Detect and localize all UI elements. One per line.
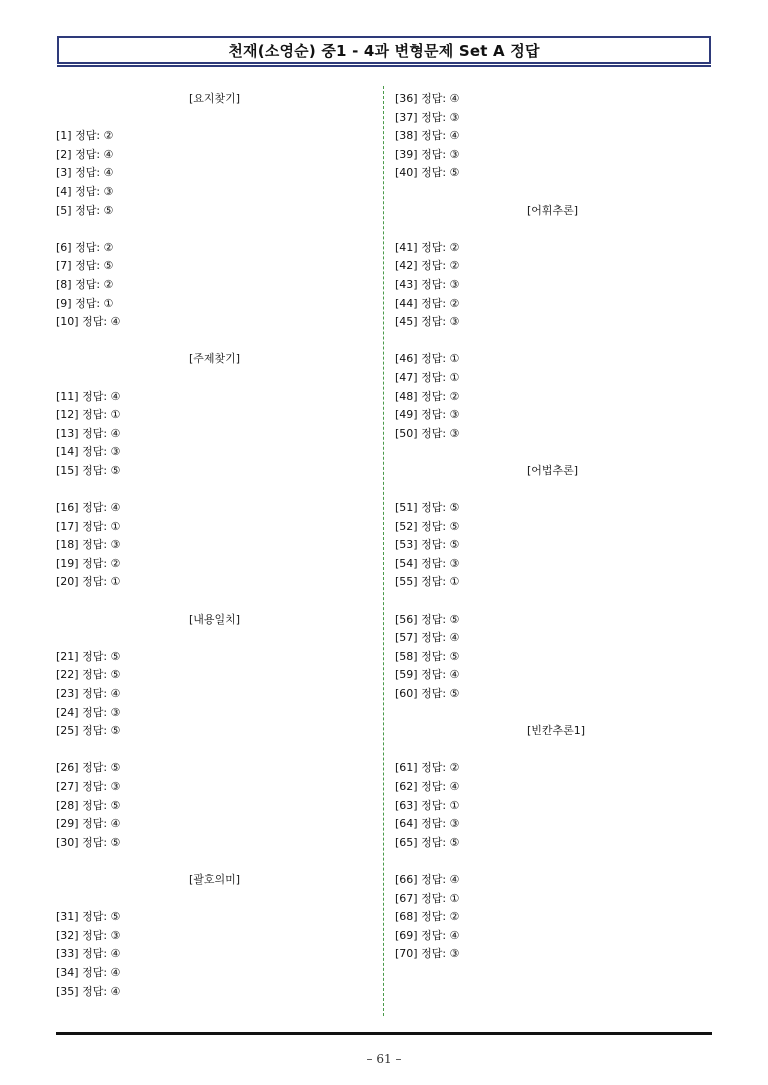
column-divider: [383, 86, 384, 1016]
answer-line: [68] 정답: ②: [395, 910, 460, 924]
answer-line: [14] 정답: ③: [56, 445, 121, 459]
answer-line: [20] 정답: ①: [56, 575, 121, 589]
answer-line: [62] 정답: ④: [395, 779, 460, 793]
answer-line: [39] 정답: ③: [395, 147, 460, 161]
answer-line: [21] 정답: ⑤: [56, 649, 121, 663]
answer-line: [12] 정답: ①: [56, 408, 121, 422]
answer-line: [61] 정답: ②: [395, 761, 460, 775]
answer-line: [1] 정답: ②: [56, 129, 114, 143]
spacer: [56, 592, 386, 611]
answer-line: [44] 정답: ②: [395, 296, 460, 310]
spacer: [56, 369, 386, 388]
spacer: [395, 220, 725, 239]
answer-line: [50] 정답: ③: [395, 426, 460, 440]
section-heading: [내용일치]: [189, 612, 241, 626]
answer-line: [30] 정답: ⑤: [56, 835, 121, 849]
section-heading: [요지찾기]: [189, 92, 241, 105]
spacer: [395, 443, 725, 462]
spacer: [56, 332, 386, 351]
answer-line: [41] 정답: ②: [395, 240, 460, 254]
answer-line: [52] 정답: ⑤: [395, 519, 460, 533]
answer-line: [40] 정답: ⑤: [395, 166, 460, 180]
answer-line: [25] 정답: ⑤: [56, 724, 121, 738]
answer-line: [9] 정답: ①: [56, 296, 114, 310]
answer-line: [46] 정답: ①: [395, 352, 460, 366]
answer-line: [11] 정답: ④: [56, 389, 121, 403]
answer-line: [28] 정답: ⑤: [56, 798, 121, 812]
section-heading: [괄호의미]: [189, 872, 241, 886]
answer-line: [45] 정답: ③: [395, 315, 460, 329]
answer-line: [65] 정답: ⑤: [395, 835, 460, 849]
answer-line: [2] 정답: ④: [56, 147, 114, 161]
spacer: [395, 480, 725, 499]
spacer: [56, 741, 386, 760]
answer-line: [24] 정답: ③: [56, 705, 121, 719]
answer-line: [53] 정답: ⑤: [395, 538, 460, 552]
answer-line: [13] 정답: ④: [56, 426, 121, 440]
answer-line: [63] 정답: ①: [395, 798, 460, 812]
page-number: – 61 –: [366, 1052, 402, 1066]
answer-line: [35] 정답: ④: [56, 984, 121, 998]
answer-line: [54] 정답: ③: [395, 556, 460, 570]
answer-line: [43] 정답: ③: [395, 277, 460, 291]
section-heading: [주제찾기]: [189, 352, 241, 366]
answer-line: [57] 정답: ④: [395, 631, 460, 645]
spacer: [395, 183, 725, 202]
answer-line: [42] 정답: ②: [395, 259, 460, 273]
answer-line: [3] 정답: ④: [56, 166, 114, 180]
answer-line: [29] 정답: ④: [56, 817, 121, 831]
left-answer-column: [56, 90, 386, 1001]
answer-line: [8] 정답: ②: [56, 277, 114, 291]
answer-line: [58] 정답: ⑤: [395, 649, 460, 663]
section-heading: [빈칸추론1]: [527, 724, 586, 738]
spacer: [56, 890, 386, 909]
answer-line: [55] 정답: ①: [395, 575, 460, 589]
answer-line: [10] 정답: ④: [56, 315, 121, 329]
right-answer-column: [395, 90, 725, 964]
spacer: [56, 480, 386, 499]
answer-line: [34] 정답: ④: [56, 965, 121, 979]
answer-line: [59] 정답: ④: [395, 668, 460, 682]
section-heading: [어법추론]: [527, 463, 579, 477]
answer-line: [67] 정답: ①: [395, 891, 460, 905]
answer-line: [66] 정답: ④: [395, 872, 460, 886]
answer-line: [18] 정답: ③: [56, 538, 121, 552]
footer-rule: [56, 1032, 712, 1035]
answer-line: [48] 정답: ②: [395, 389, 460, 403]
answer-line: [26] 정답: ⑤: [56, 761, 121, 775]
answer-line: [31] 정답: ⑤: [56, 910, 121, 924]
answer-line: [60] 정답: ⑤: [395, 687, 460, 700]
answer-line: [15] 정답: ⑤: [56, 463, 121, 477]
answer-line: [6] 정답: ②: [56, 240, 114, 254]
answer-line: [7] 정답: ⑤: [56, 259, 114, 273]
spacer: [56, 109, 386, 128]
answer-line: [51] 정답: ⑤: [395, 501, 460, 515]
answer-line: [23] 정답: ④: [56, 687, 121, 700]
spacer: [395, 332, 725, 351]
answer-line: [56] 정답: ⑤: [395, 612, 460, 626]
spacer: [395, 852, 725, 871]
spacer: [56, 629, 386, 648]
spacer: [56, 852, 386, 871]
answer-line: [33] 정답: ④: [56, 947, 121, 961]
answer-line: [69] 정답: ④: [395, 928, 460, 942]
page-title-text: 천재(소영순) 중1 - 4과 변형문제 Set A 정답: [228, 41, 540, 60]
page-title: [57, 36, 711, 64]
answer-line: [16] 정답: ④: [56, 501, 121, 515]
answer-line: [5] 정답: ⑤: [56, 203, 114, 217]
answer-line: [64] 정답: ③: [395, 817, 460, 831]
answer-line: [4] 정답: ③: [56, 184, 114, 198]
answer-line: [37] 정답: ③: [395, 110, 460, 124]
spacer: [56, 220, 386, 239]
answer-line: [38] 정답: ④: [395, 129, 460, 143]
answer-line: [27] 정답: ③: [56, 779, 121, 793]
spacer: [395, 741, 725, 760]
spacer: [395, 592, 725, 611]
answer-line: [36] 정답: ④: [395, 92, 460, 105]
answer-line: [22] 정답: ⑤: [56, 668, 121, 682]
section-heading: [어휘추론]: [527, 203, 579, 217]
answer-line: [47] 정답: ①: [395, 370, 460, 384]
answer-line: [32] 정답: ③: [56, 928, 121, 942]
answer-line: [17] 정답: ①: [56, 519, 121, 533]
answer-line: [49] 정답: ③: [395, 408, 460, 422]
answer-line: [70] 정답: ③: [395, 947, 460, 961]
spacer: [395, 704, 725, 723]
answer-line: [19] 정답: ②: [56, 556, 121, 570]
